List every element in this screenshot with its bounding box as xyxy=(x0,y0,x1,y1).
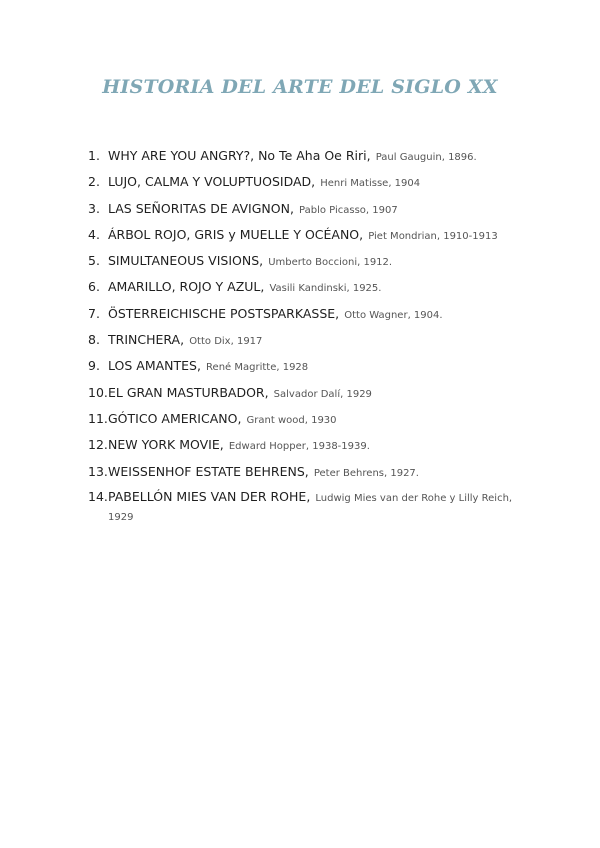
artwork-title: PABELLÓN MIES VAN DER ROHE, xyxy=(108,488,311,504)
list-item xyxy=(88,432,538,458)
list-item xyxy=(88,353,538,379)
list-item xyxy=(88,274,538,300)
list-item xyxy=(88,380,538,406)
artwork-title: GÓTICO AMERICANO, xyxy=(108,410,242,426)
list-item xyxy=(88,222,538,248)
artist-and-year: Grant wood, 1930 xyxy=(246,414,337,426)
document-title: HISTORIA DEL ARTE DEL SIGLO XX xyxy=(102,76,498,98)
artist-and-year: Otto Wagner, 1904. xyxy=(344,309,443,321)
artwork-title: AMARILLO, ROJO Y AZUL, xyxy=(108,279,265,295)
artist-and-year: Pablo Picasso, 1907 xyxy=(299,204,398,216)
artwork-title: LAS SEÑORITAS DE AVIGNON, xyxy=(108,200,294,216)
artworks-list xyxy=(88,143,538,527)
item-number: 3. xyxy=(88,200,100,216)
list-item xyxy=(88,459,538,485)
artwork-title: SIMULTANEOUS VISIONS, xyxy=(108,253,264,269)
artist-and-year: Umberto Boccioni, 1912. xyxy=(268,257,393,269)
item-number: 2. xyxy=(88,174,100,190)
list-item xyxy=(88,301,538,327)
item-number: 10. xyxy=(88,384,108,400)
artwork-title: EL GRAN MASTURBADOR, xyxy=(108,384,269,400)
item-number: 1. xyxy=(88,148,100,163)
artist-and-year: Henri Matisse, 1904 xyxy=(320,178,421,190)
artist-and-year: René Magritte, 1928 xyxy=(206,362,309,374)
item-number: 8. xyxy=(88,332,100,348)
list-item xyxy=(88,143,538,169)
list-item xyxy=(88,406,538,432)
item-number: 14. xyxy=(88,488,108,504)
list-item xyxy=(88,485,538,527)
item-number: 5. xyxy=(88,253,100,269)
artist-and-year: Edward Hopper, 1938-1939. xyxy=(228,441,370,453)
artwork-title: LUJO, CALMA Y VOLUPTUOSIDAD, xyxy=(108,174,316,190)
list-item xyxy=(88,196,538,222)
list-item xyxy=(88,248,538,274)
artist-and-year: Vasili Kandinski, 1925. xyxy=(269,283,382,295)
item-number: 9. xyxy=(88,358,100,374)
artwork-title: TRINCHERA, xyxy=(108,332,185,348)
artist-and-year: Peter Behrens, 1927. xyxy=(313,467,419,479)
artwork-title: NEW YORK MOVIE, xyxy=(108,437,224,453)
artist-and-year: Salvador Dalí, 1929 xyxy=(273,388,372,400)
artist-and-year: Otto Dix, 1917 xyxy=(189,336,263,348)
item-number: 13. xyxy=(88,463,108,479)
artwork-title: ÖSTERREICHISCHE POSTSPARKASSE, xyxy=(108,305,340,321)
artist-and-year: Paul Gauguin, 1896. xyxy=(375,152,477,163)
item-number: 7. xyxy=(88,305,100,321)
artwork-title: WEISSENHOF ESTATE BEHRENS, xyxy=(108,463,309,479)
list-item xyxy=(88,327,538,353)
artist-and-year: Ludwig Mies van der Rohe y Lilly Reich, 1929 xyxy=(108,492,513,524)
item-number: 11. xyxy=(88,410,108,426)
list-item xyxy=(88,169,538,195)
item-number: 4. xyxy=(88,226,100,242)
artist-and-year: Piet Mondrian, 1910-1913 xyxy=(368,230,498,242)
artwork-title: ÁRBOL ROJO, GRIS y MUELLE Y OCÉANO, xyxy=(108,226,364,242)
item-number: 12. xyxy=(88,437,108,453)
item-number: 6. xyxy=(88,279,100,295)
artwork-title: WHY ARE YOU ANGRY?, No Te Aha Oe Riri, xyxy=(108,148,371,163)
artwork-title: LOS AMANTES, xyxy=(108,358,201,374)
